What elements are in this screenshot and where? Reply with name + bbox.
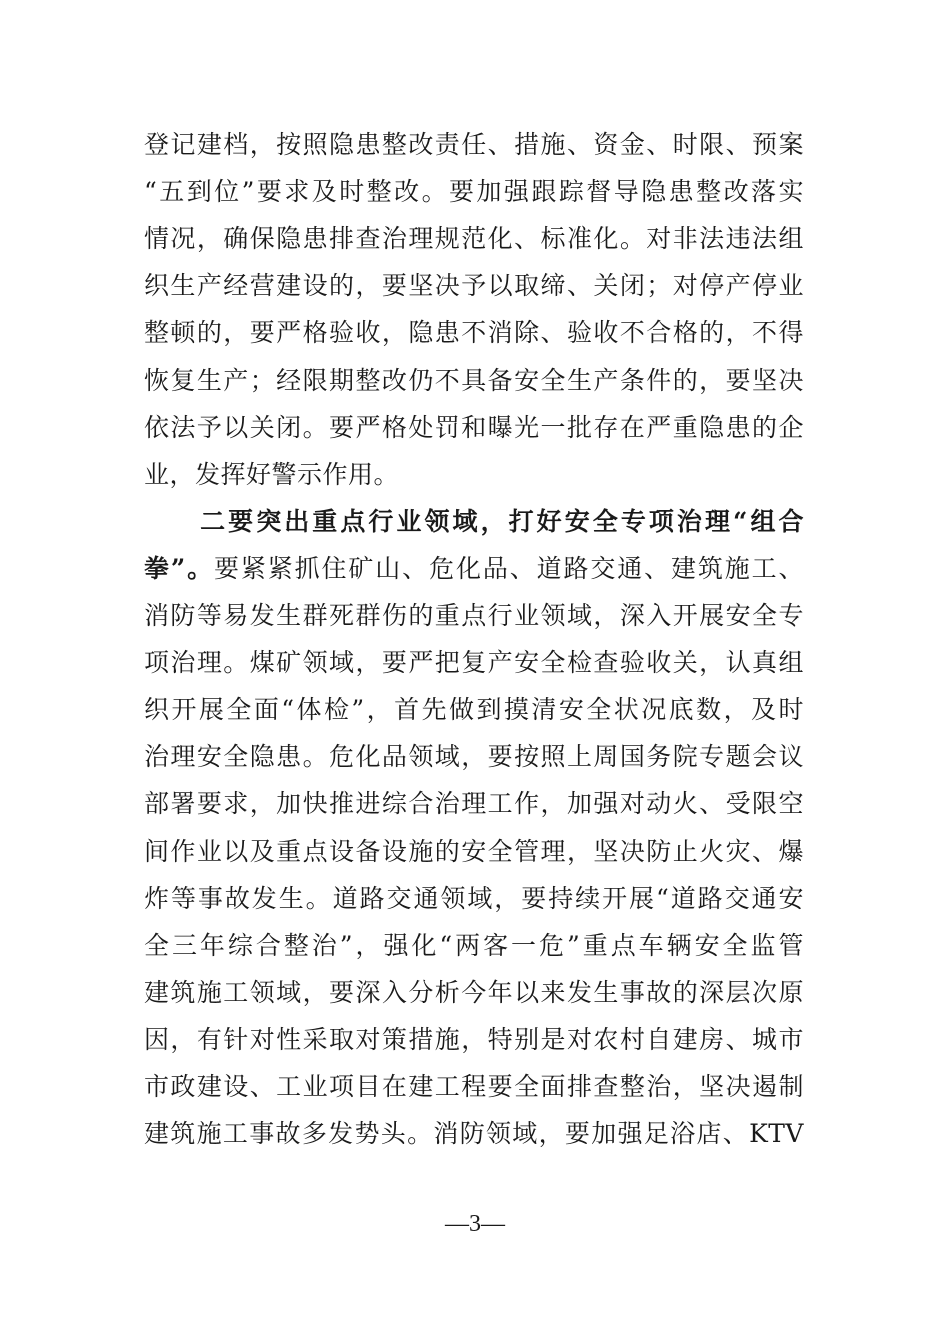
text-line	[144, 596, 804, 636]
text-line	[144, 408, 804, 448]
text-segment: 炸等事故发生。道路交通领域，要持续开展“道路交通安	[144, 884, 804, 913]
text-segment: 市政建设、工业项目在建工程要全面排查整治，坚决遏制	[144, 1072, 804, 1101]
text-line	[144, 1067, 804, 1107]
text-line	[144, 690, 804, 730]
text-segment: 登记建档，按照隐患整改责任、措施、资金、时限、预案	[144, 130, 804, 159]
text-segment: 情况，确保隐患排查治理规范化、标准化。对非法违法组	[144, 224, 804, 253]
text-segment: 建筑施工事故多发势头。消防领域，要加强足浴店、KTV	[144, 1119, 804, 1148]
text-segment: 织开展全面“体检”，首先做到摸清安全状况底数，及时	[144, 695, 804, 724]
text-segment: 整顿的，要严格验收，隐患不消除、验收不合格的，不得	[144, 318, 804, 347]
text-segment: 项治理。煤矿领域，要严把复产安全检查验收关，认真组	[144, 648, 804, 677]
text-line	[144, 172, 804, 212]
text-line	[144, 926, 804, 966]
text-line	[144, 219, 804, 259]
text-segment: “五到位”要求及时整改。要加强跟踪督导隐患整改落实	[144, 177, 804, 206]
text-segment: 全三年综合整治”，强化“两客一危”重点车辆安全监管	[144, 931, 804, 960]
text-segment: 治理安全隐患。危化品领域，要按照上周国务院专题会议	[144, 742, 804, 771]
text-line	[144, 1020, 804, 1060]
text-segment: 业，发挥好警示作用。	[144, 460, 400, 489]
bold-text-segment: 拳”。	[144, 554, 215, 583]
text-segment: 建筑施工领域，要深入分析今年以来发生事故的深层次原	[144, 978, 804, 1007]
text-line	[144, 549, 804, 589]
text-line	[144, 784, 804, 824]
text-line	[144, 502, 804, 542]
text-line	[144, 125, 804, 165]
text-line	[144, 1114, 804, 1154]
text-line	[144, 973, 804, 1013]
text-line	[144, 737, 804, 777]
text-line	[144, 313, 804, 353]
text-segment: 部署要求，加快推进综合治理工作，加强对动火、受限空	[144, 789, 804, 818]
text-segment: 间作业以及重点设备设施的安全管理，坚决防止火灾、爆	[144, 837, 804, 866]
bold-text-segment: 二要突出重点行业领域，打好安全专项治理“组合	[144, 507, 804, 536]
text-line	[144, 455, 804, 495]
text-segment: 织生产经营建设的，要坚决予以取缔、关闭；对停产停业	[144, 271, 804, 300]
text-line	[144, 266, 804, 306]
text-segment: 依法予以关闭。要严格处罚和曝光一批存在严重隐患的企	[144, 413, 804, 442]
text-line	[144, 832, 804, 872]
text-line	[144, 643, 804, 683]
text-line	[144, 879, 804, 919]
page-number: —3—	[445, 1211, 505, 1237]
text-segment: 消防等易发生群死群伤的重点行业领域，深入开展安全专	[144, 601, 804, 630]
text-segment: 因，有针对性采取对策措施，特别是对农村自建房、城市	[144, 1025, 804, 1054]
text-segment: 要紧紧抓住矿山、危化品、道路交通、建筑施工、	[214, 554, 804, 583]
text-segment: 恢复生产；经限期整改仍不具备安全生产条件的，要坚决	[144, 366, 804, 395]
text-line	[144, 361, 804, 401]
